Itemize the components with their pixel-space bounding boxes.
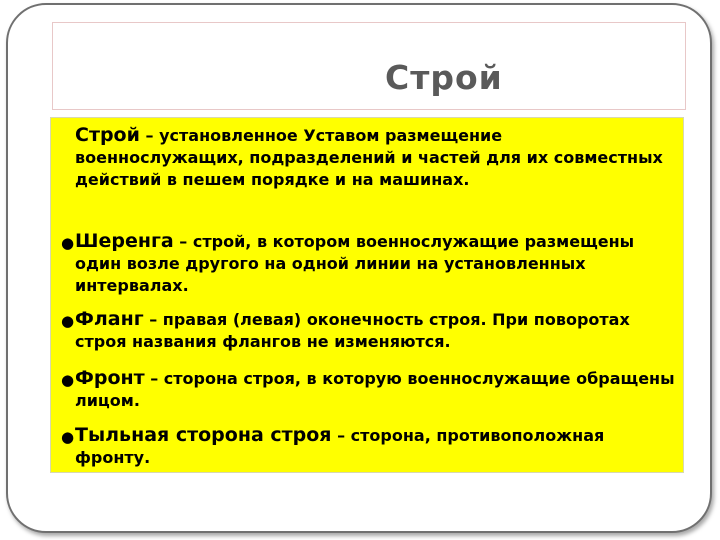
bullet-icon: ● xyxy=(61,234,75,252)
slide-title: Строй xyxy=(385,58,503,97)
definition-text: строй, в котором военнослужащие размещены один возле другого на одной линии на установленных интервалах. xyxy=(75,232,635,295)
definition-text: сторона строя, в которую военнослужащие обращены лицом. xyxy=(75,369,675,410)
definition-text: правая (левая) оконечность строя. При поворотах строя названия флангов не изменяются. xyxy=(75,310,630,351)
definition-sherenga xyxy=(75,230,675,297)
dash: – xyxy=(143,310,163,329)
title-placeholder xyxy=(52,22,686,110)
bullet-icon: ● xyxy=(61,312,75,330)
term-front: Фронт xyxy=(75,367,145,389)
definition-front xyxy=(75,367,675,412)
dash: – xyxy=(139,126,160,145)
term-stroy: Строй xyxy=(75,124,140,146)
definition-flang xyxy=(75,308,675,353)
bullet-icon: ● xyxy=(61,371,75,389)
dash: – xyxy=(144,369,164,388)
definition-text: установленное Уставом размещение военнослужащих, подразделений и частей для их совместных действий в пешем порядке и на машинах. xyxy=(75,126,663,189)
definition-rear-side xyxy=(75,424,675,469)
term-sherenga: Шеренга xyxy=(75,230,174,252)
definition-text: сторона, противоположная фронту. xyxy=(75,426,605,467)
definition-stroy xyxy=(75,124,675,191)
dash: – xyxy=(331,426,351,445)
term-rear-side: Тыльная сторона строя xyxy=(75,424,332,446)
dash: – xyxy=(173,232,193,251)
bullet-icon: ● xyxy=(61,428,75,446)
term-flang: Фланг xyxy=(75,308,144,330)
